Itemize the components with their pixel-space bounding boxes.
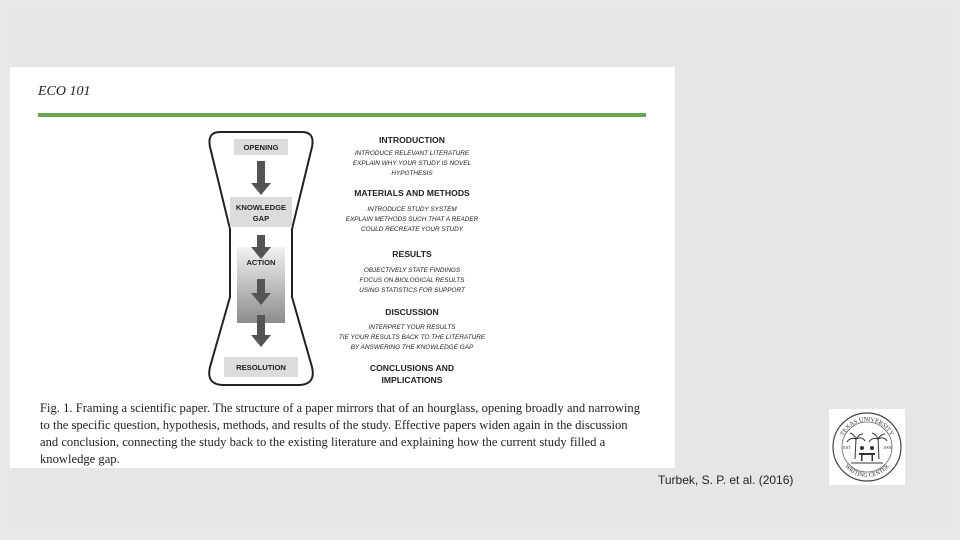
section-title-methods: MATERIALS AND METHODS (354, 188, 470, 198)
section-item: EXPLAIN METHODS SUCH THAT A READER (345, 216, 479, 223)
citation: Turbek, S. P. et al. (2016) (658, 473, 794, 487)
down-arrow-1 (251, 161, 271, 195)
section-title-discussion: DISCUSSION (385, 307, 439, 317)
stage-action: ACTION (246, 258, 276, 267)
section-title-implications: IMPLICATIONS (381, 375, 443, 385)
stage-opening: OPENING (243, 143, 279, 152)
section-item: TIE YOUR RESULTS BACK TO THE LITERATURE (338, 334, 486, 341)
section-title-results: RESULTS (392, 249, 432, 259)
section-item: BY ANSWERING THE KNOWLEDGE GAP (350, 344, 474, 351)
logo-right-text: 1900 (883, 445, 892, 450)
section-title-conclusions: CONCLUSIONS AND (369, 363, 455, 373)
section-item: INTRODUCE RELEVANT LITERATURE (354, 150, 470, 157)
logo-arc-top: TEXAS UNIVERSITY (838, 415, 896, 438)
stage-knowledge: KNOWLEDGE (235, 203, 287, 212)
stage-resolution: RESOLUTION (236, 363, 286, 372)
section-item: USING STATISTICS FOR SUPPORT (359, 287, 465, 294)
section-item: EXPLAIN WHY YOUR STUDY IS NOVEL (352, 160, 472, 167)
section-item: FOCUS ON BIOLOGICAL RESULTS (359, 277, 465, 284)
header-rule (38, 113, 646, 117)
section-item: OBJECTIVELY STATE FINDINGS (363, 267, 461, 274)
figure-caption: Fig. 1. Framing a scientific paper. The structure of a paper mirrors that of an hourglass, opening broadly and narrowing to the specific question, hypothesis, methods, and results of the study. Effective papers widen again in the discussion and conclusion, connecting the study back to the existing literature and explaining how the current study filled a knowledge gap. (40, 401, 641, 466)
section-item: COULD RECREATE YOUR STUDY (360, 226, 464, 233)
paper-excerpt (10, 67, 675, 468)
section-title-introduction: INTRODUCTION (379, 135, 445, 145)
section-item: INTRODUCE STUDY SYSTEM (367, 206, 457, 213)
writing-center-logo (829, 409, 905, 485)
logo-arc-bottom: WRITING CENTER (843, 463, 891, 480)
hourglass-figure (200, 129, 500, 391)
stage-gap: GAP (252, 214, 270, 223)
journal-name: ECO 101 (38, 84, 91, 99)
section-item: INTERPRET YOUR RESULTS (368, 324, 456, 331)
section-item: HYPOTHESIS (391, 170, 433, 177)
logo-left-text: EST (843, 445, 852, 450)
